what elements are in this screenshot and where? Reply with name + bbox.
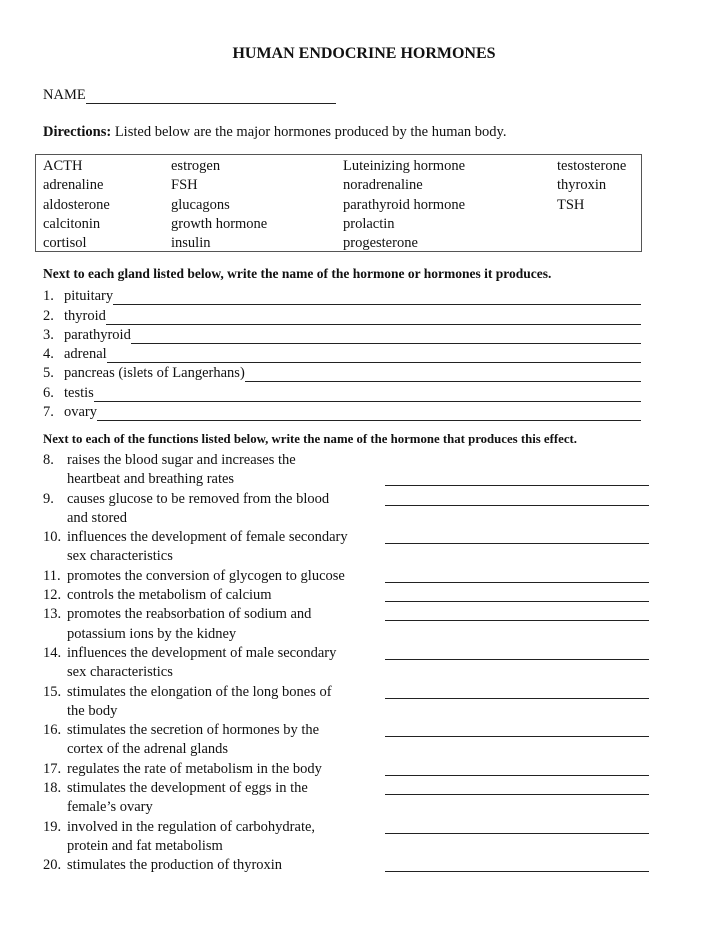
answer-area — [385, 451, 649, 490]
hormone-item: prolactin — [343, 215, 395, 232]
answer-area — [385, 779, 649, 818]
gland-label: pancreas (islets of Langerhans) — [64, 365, 245, 382]
name-field[interactable] — [43, 87, 336, 104]
answer-blank[interactable] — [385, 833, 649, 834]
item-number: 20. — [43, 857, 62, 874]
hormone-item: TSH — [557, 196, 585, 213]
gland-label: thyroid — [64, 307, 106, 324]
function-text — [67, 567, 385, 586]
answer-area — [385, 605, 649, 644]
hormone-column — [557, 157, 626, 215]
item-number: 1. — [43, 288, 54, 305]
functions-list — [43, 451, 649, 876]
hormone-column — [171, 157, 267, 253]
function-item — [43, 567, 649, 586]
answer-blank[interactable] — [97, 407, 641, 421]
gland-label: parathyroid — [64, 326, 131, 343]
hormone-item: ACTH — [43, 158, 83, 174]
function-item — [43, 818, 649, 857]
function-text-line: causes glucose to be removed from the blood — [67, 490, 330, 507]
glands-heading: Next to each gland listed below, write the name of the hormone or hormones it produces. — [43, 266, 552, 281]
function-item — [43, 644, 649, 683]
function-text — [67, 586, 385, 605]
item-number: 4. — [43, 346, 54, 363]
answer-blank[interactable] — [94, 388, 641, 402]
function-text-line: influences the development of female secondary — [67, 529, 348, 546]
item-number: 7. — [43, 404, 54, 421]
function-item — [43, 721, 649, 760]
item-number: 16. — [43, 722, 62, 739]
function-item — [43, 856, 649, 875]
answer-blank[interactable] — [106, 311, 641, 325]
function-item — [43, 490, 649, 529]
hormone-item: cortisol — [43, 235, 87, 252]
answer-area — [385, 567, 649, 586]
answer-blank[interactable] — [385, 775, 649, 776]
hormone-item: Luteinizing hormone — [343, 158, 466, 174]
function-text-line: stimulates the secretion of hormones by the — [67, 722, 320, 739]
gland-item — [43, 286, 641, 305]
function-text — [67, 818, 385, 857]
glands-list — [43, 286, 641, 421]
name-label: NAME — [43, 87, 86, 103]
hormone-item: progesterone — [343, 235, 418, 252]
function-text-line: protein and fat metabolism — [67, 837, 223, 854]
answer-blank[interactable] — [245, 368, 641, 382]
hormone-item: FSH — [171, 177, 198, 194]
worksheet-title: HUMAN ENDOCRINE HORMONES — [232, 45, 496, 62]
function-text-line: promotes the conversion of glycogen to glucose — [67, 567, 345, 584]
gland-item — [43, 325, 641, 344]
function-text-line: and stored — [67, 509, 127, 526]
function-text — [67, 760, 385, 779]
answer-blank[interactable] — [385, 736, 649, 737]
answer-area — [385, 490, 649, 529]
answer-blank[interactable] — [385, 659, 649, 660]
item-number: 3. — [43, 326, 54, 343]
answer-blank[interactable] — [385, 505, 649, 506]
answer-blank[interactable] — [385, 485, 649, 486]
item-number: 11. — [43, 567, 61, 584]
gland-item — [43, 382, 641, 401]
function-text-line: controls the metabolism of calcium — [67, 587, 272, 604]
hormone-column — [343, 157, 465, 253]
function-text-line: sex characteristics — [67, 664, 173, 681]
function-text-line: potassium ions by the kidney — [67, 625, 237, 642]
function-text-line: regulates the rate of metabolism in the body — [67, 760, 322, 777]
function-text — [67, 721, 385, 760]
item-number: 6. — [43, 384, 54, 401]
answer-blank[interactable] — [385, 794, 649, 795]
answer-blank[interactable] — [385, 698, 649, 699]
item-number: 13. — [43, 606, 62, 623]
gland-label: testis — [64, 384, 94, 401]
gland-label: adrenal — [64, 346, 107, 363]
directions-text: Listed below are the major hormones produced by the human body. — [111, 124, 507, 140]
function-text-line: the body — [67, 702, 118, 719]
hormone-item: growth hormone — [171, 215, 268, 232]
function-text — [67, 779, 385, 818]
item-number: 19. — [43, 818, 62, 835]
directions-label: Directions: — [43, 124, 112, 140]
hormone-item: calcitonin — [43, 215, 101, 232]
gland-item — [43, 344, 641, 363]
function-text-line: stimulates the elongation of the long bones of — [67, 683, 332, 700]
gland-item — [43, 305, 641, 324]
answer-area — [385, 586, 649, 605]
hormone-item: adrenaline — [43, 177, 104, 194]
function-item — [43, 586, 649, 605]
hormone-item: aldosterone — [43, 196, 110, 213]
gland-item — [43, 363, 641, 382]
function-text-line: stimulates the production of thyroxin — [67, 857, 283, 874]
item-number: 17. — [43, 760, 62, 777]
hormone-item: estrogen — [171, 158, 221, 174]
gland-label: ovary — [64, 404, 98, 421]
answer-blank[interactable] — [113, 291, 641, 305]
function-text — [67, 490, 385, 529]
function-item — [43, 760, 649, 779]
item-number: 9. — [43, 490, 54, 507]
function-text-line: female’s ovary — [67, 799, 153, 816]
answer-area — [385, 818, 649, 857]
functions-heading: Next to each of the functions listed below, write the name of the hormone that produces this effect. — [43, 432, 577, 446]
function-text — [67, 605, 385, 644]
hormone-item: thyroxin — [557, 177, 607, 194]
name-blank[interactable] — [86, 89, 336, 104]
hormone-column — [43, 157, 110, 253]
answer-blank[interactable] — [385, 582, 649, 583]
function-text-line: influences the development of male secondary — [67, 644, 337, 661]
function-text-line: stimulates the development of eggs in the — [67, 780, 308, 797]
function-text-line: heartbeat and breathing rates — [67, 471, 235, 488]
gland-label: pituitary — [64, 288, 114, 305]
gland-item — [43, 402, 641, 421]
item-number: 5. — [43, 365, 54, 382]
answer-blank[interactable] — [385, 871, 649, 872]
item-number: 8. — [43, 452, 54, 468]
answer-area — [385, 528, 649, 567]
item-number: 18. — [43, 780, 62, 797]
function-text-line: raises the blood sugar and increases the — [67, 452, 296, 468]
hormone-item: parathyroid hormone — [343, 196, 466, 213]
answer-area — [385, 644, 649, 683]
answer-blank[interactable] — [131, 330, 641, 344]
answer-area — [385, 760, 649, 779]
function-text — [67, 856, 385, 875]
function-text — [67, 528, 385, 567]
hormone-bank — [35, 154, 642, 252]
hormone-item: testosterone — [557, 158, 627, 174]
function-item — [43, 605, 649, 644]
function-item — [43, 451, 649, 490]
answer-blank[interactable] — [385, 601, 649, 602]
hormone-item: glucagons — [171, 196, 230, 213]
function-text — [67, 451, 385, 490]
item-number: 12. — [43, 587, 62, 604]
answer-blank[interactable] — [385, 620, 649, 621]
item-number: 2. — [43, 307, 54, 324]
item-number: 10. — [43, 529, 62, 546]
hormone-item: noradrenaline — [343, 177, 423, 194]
answer-area — [385, 856, 649, 875]
function-text-line: promotes the reabsorbation of sodium and — [67, 606, 312, 623]
function-item — [43, 683, 649, 722]
answer-area — [385, 683, 649, 722]
function-text-line: cortex of the adrenal glands — [67, 741, 229, 758]
directions — [43, 124, 507, 141]
function-text-line: involved in the regulation of carbohydrate, — [67, 818, 316, 835]
function-text — [67, 644, 385, 683]
hormone-item: insulin — [171, 235, 211, 252]
answer-blank[interactable] — [385, 543, 649, 544]
answer-area — [385, 721, 649, 760]
item-number: 15. — [43, 683, 62, 700]
answer-blank[interactable] — [107, 349, 641, 363]
function-item — [43, 528, 649, 567]
function-item — [43, 779, 649, 818]
function-text-line: sex characteristics — [67, 548, 173, 565]
item-number: 14. — [43, 644, 62, 661]
function-text — [67, 683, 385, 722]
